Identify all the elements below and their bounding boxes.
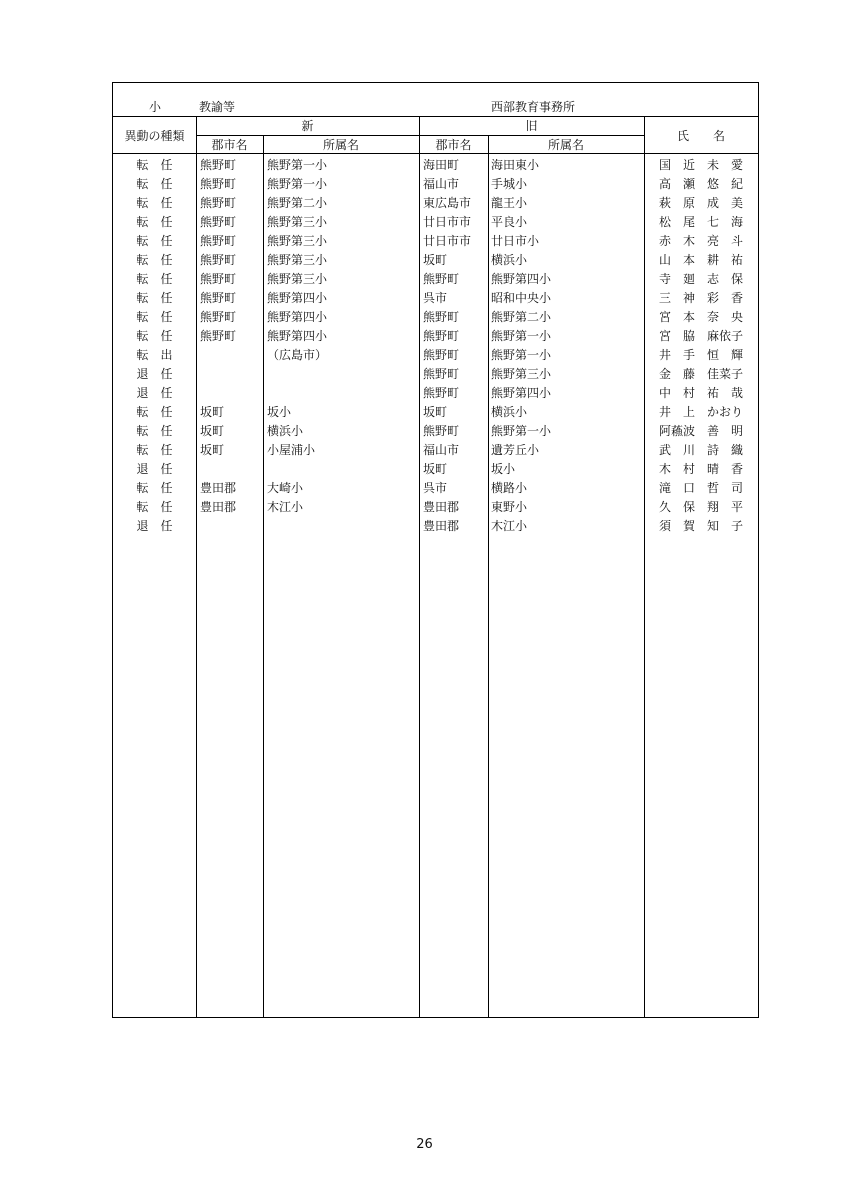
new-city-cell: 熊野町: [200, 329, 237, 343]
old-school-cell: 坂小: [491, 462, 516, 476]
name-cell: 阿蘓波 善 明: [658, 424, 743, 438]
header-bottom-rule: [113, 153, 758, 154]
new-city-cell: 豊田郡: [200, 481, 237, 495]
name-cell: 井 手 恒 輝: [658, 348, 743, 362]
name-cell: 三 神 彩 香: [658, 291, 743, 305]
old-city-cell: 熊野町: [423, 424, 460, 438]
name-cell: 山 本 耕 祐: [658, 253, 743, 267]
new-city-cell: 熊野町: [200, 215, 237, 229]
header-transfer-type: 異動の種類: [124, 129, 185, 143]
header-old: 旧: [525, 119, 538, 133]
table-row: [113, 498, 758, 517]
transfer-type-cell: 転 任: [136, 215, 173, 229]
old-city-cell: 熊野町: [423, 329, 460, 343]
transfer-type-cell: 転 任: [136, 443, 173, 457]
name-cell: 松 尾 七 海: [658, 215, 743, 229]
name-cell: 金 藤 佳菜子: [658, 367, 743, 381]
name-cell: 高 瀬 悠 紀: [658, 177, 743, 191]
new-school-cell: 熊野第四小: [267, 291, 328, 305]
transfer-type-cell: 退 任: [136, 519, 173, 533]
name-cell: 中 村 祐 哉: [658, 386, 743, 400]
new-school-cell: 熊野第三小: [267, 253, 328, 267]
transfer-type-cell: 転 任: [136, 310, 173, 324]
new-school-cell: 小屋浦小: [267, 443, 316, 457]
old-school-cell: 遺芳丘小: [491, 443, 540, 457]
transfer-type-cell: 転 任: [136, 291, 173, 305]
transfer-type-cell: 転 任: [136, 158, 173, 172]
table-row: [113, 175, 758, 194]
header-new-city: 郡市名: [211, 138, 248, 152]
old-city-cell: 熊野町: [423, 310, 460, 324]
transfer-type-cell: 転 任: [136, 481, 173, 495]
old-school-cell: 平良小: [491, 215, 528, 229]
transfer-type-cell: 退 任: [136, 367, 173, 381]
new-school-cell: 熊野第三小: [267, 234, 328, 248]
name-cell: 宮 本 奈 央: [658, 310, 743, 324]
old-city-cell: 廿日市市: [423, 234, 472, 248]
new-school-cell: （広島市）: [267, 348, 328, 362]
old-city-cell: 坂町: [423, 253, 448, 267]
old-school-cell: 横浜小: [491, 253, 528, 267]
new-school-cell: 大崎小: [267, 481, 304, 495]
new-city-cell: 坂町: [200, 443, 225, 457]
old-city-cell: 熊野町: [423, 386, 460, 400]
new-city-cell: 熊野町: [200, 196, 237, 210]
new-school-cell: 熊野第一小: [267, 158, 328, 172]
new-school-cell: 木江小: [267, 500, 304, 514]
transfer-type-cell: 退 任: [136, 462, 173, 476]
table-row: [113, 517, 758, 536]
old-school-cell: 東野小: [491, 500, 528, 514]
category-label: 小: [149, 100, 162, 114]
table-row: [113, 308, 758, 327]
old-city-cell: 豊田郡: [423, 500, 460, 514]
transfer-type-cell: 転 出: [136, 348, 173, 362]
old-city-cell: 廿日市市: [423, 215, 472, 229]
header-old-school: 所属名: [547, 138, 584, 152]
table-body: [113, 156, 758, 536]
transfer-type-cell: 転 任: [136, 424, 173, 438]
new-school-cell: 熊野第四小: [267, 310, 328, 324]
old-school-cell: 熊野第四小: [491, 272, 552, 286]
old-city-cell: 豊田郡: [423, 519, 460, 533]
old-city-cell: 熊野町: [423, 348, 460, 362]
office-label: 西部教育事務所: [491, 100, 576, 114]
new-school-cell: 熊野第四小: [267, 329, 328, 343]
name-cell: 久 保 翔 平: [658, 500, 743, 514]
new-city-cell: 豊田郡: [200, 500, 237, 514]
name-cell: 木 村 晴 香: [658, 462, 743, 476]
old-city-cell: 福山市: [423, 177, 460, 191]
old-school-cell: 横浜小: [491, 405, 528, 419]
old-school-cell: 熊野第一小: [491, 348, 552, 362]
header-new-school: 所属名: [322, 138, 359, 152]
new-city-cell: 熊野町: [200, 234, 237, 248]
old-school-cell: 木江小: [491, 519, 528, 533]
old-school-cell: 廿日市小: [491, 234, 540, 248]
personnel-table: [112, 82, 759, 1018]
table-row: [113, 232, 758, 251]
table-row: [113, 213, 758, 232]
table-row: [113, 441, 758, 460]
position-label: 教諭等: [199, 100, 236, 114]
name-cell: 武 川 詩 織: [658, 443, 743, 457]
old-school-cell: 横路小: [491, 481, 528, 495]
table-row: [113, 327, 758, 346]
old-city-cell: 熊野町: [423, 367, 460, 381]
transfer-type-cell: 転 任: [136, 234, 173, 248]
table-row: [113, 251, 758, 270]
table-row: [113, 479, 758, 498]
name-cell: 須 賀 知 子: [658, 519, 743, 533]
old-city-cell: 熊野町: [423, 272, 460, 286]
name-cell: 井 上 かおり: [658, 405, 743, 419]
old-city-cell: 坂町: [423, 462, 448, 476]
name-cell: 寺 廻 志 保: [658, 272, 743, 286]
new-city-cell: 熊野町: [200, 253, 237, 267]
old-school-cell: 熊野第四小: [491, 386, 552, 400]
old-school-cell: 熊野第三小: [491, 367, 552, 381]
table-row: [113, 384, 758, 403]
new-school-cell: 横浜小: [267, 424, 304, 438]
old-school-cell: 熊野第一小: [491, 424, 552, 438]
new-city-cell: 熊野町: [200, 310, 237, 324]
table-row: [113, 460, 758, 479]
old-school-cell: 海田東小: [491, 158, 540, 172]
new-school-cell: 坂小: [267, 405, 292, 419]
new-city-cell: 熊野町: [200, 291, 237, 305]
old-school-cell: 昭和中央小: [491, 291, 552, 305]
table-row: [113, 365, 758, 384]
transfer-type-cell: 転 任: [136, 196, 173, 210]
old-school-cell: 手城小: [491, 177, 528, 191]
transfer-type-cell: 退 任: [136, 386, 173, 400]
table-row: [113, 289, 758, 308]
new-school-cell: 熊野第一小: [267, 177, 328, 191]
old-school-cell: 熊野第一小: [491, 329, 552, 343]
old-city-cell: 海田町: [423, 158, 460, 172]
name-cell: 滝 口 哲 司: [658, 481, 743, 495]
name-cell: 赤 木 亮 斗: [658, 234, 743, 248]
transfer-type-cell: 転 任: [136, 253, 173, 267]
old-school-cell: 熊野第二小: [491, 310, 552, 324]
name-cell: 萩 原 成 美: [658, 196, 743, 210]
new-city-cell: 熊野町: [200, 158, 237, 172]
table-row: [113, 403, 758, 422]
page-number: 26: [416, 1137, 433, 1152]
transfer-type-cell: 転 任: [136, 500, 173, 514]
table-row: [113, 194, 758, 213]
table-row: [113, 270, 758, 289]
old-city-cell: 東広島市: [423, 196, 472, 210]
new-school-cell: 熊野第三小: [267, 215, 328, 229]
new-city-cell: 坂町: [200, 424, 225, 438]
new-school-cell: 熊野第二小: [267, 196, 328, 210]
transfer-type-cell: 転 任: [136, 272, 173, 286]
table-row: [113, 156, 758, 175]
header-top-rule: [113, 116, 758, 117]
new-city-cell: 坂町: [200, 405, 225, 419]
table-row: [113, 422, 758, 441]
new-city-cell: 熊野町: [200, 177, 237, 191]
header-name: 氏 名: [676, 129, 725, 143]
old-city-cell: 坂町: [423, 405, 448, 419]
new-city-cell: 熊野町: [200, 272, 237, 286]
transfer-type-cell: 転 任: [136, 329, 173, 343]
old-city-cell: 呉市: [423, 291, 448, 305]
header-old-city: 郡市名: [435, 138, 472, 152]
transfer-type-cell: 転 任: [136, 177, 173, 191]
new-school-cell: 熊野第三小: [267, 272, 328, 286]
table-row: [113, 346, 758, 365]
old-city-cell: 福山市: [423, 443, 460, 457]
transfer-type-cell: 転 任: [136, 405, 173, 419]
name-cell: 宮 脇 麻依子: [658, 329, 743, 343]
name-cell: 国 近 未 愛: [658, 158, 743, 172]
old-school-cell: 龍王小: [491, 196, 528, 210]
header-new: 新: [301, 119, 314, 133]
old-city-cell: 呉市: [423, 481, 448, 495]
